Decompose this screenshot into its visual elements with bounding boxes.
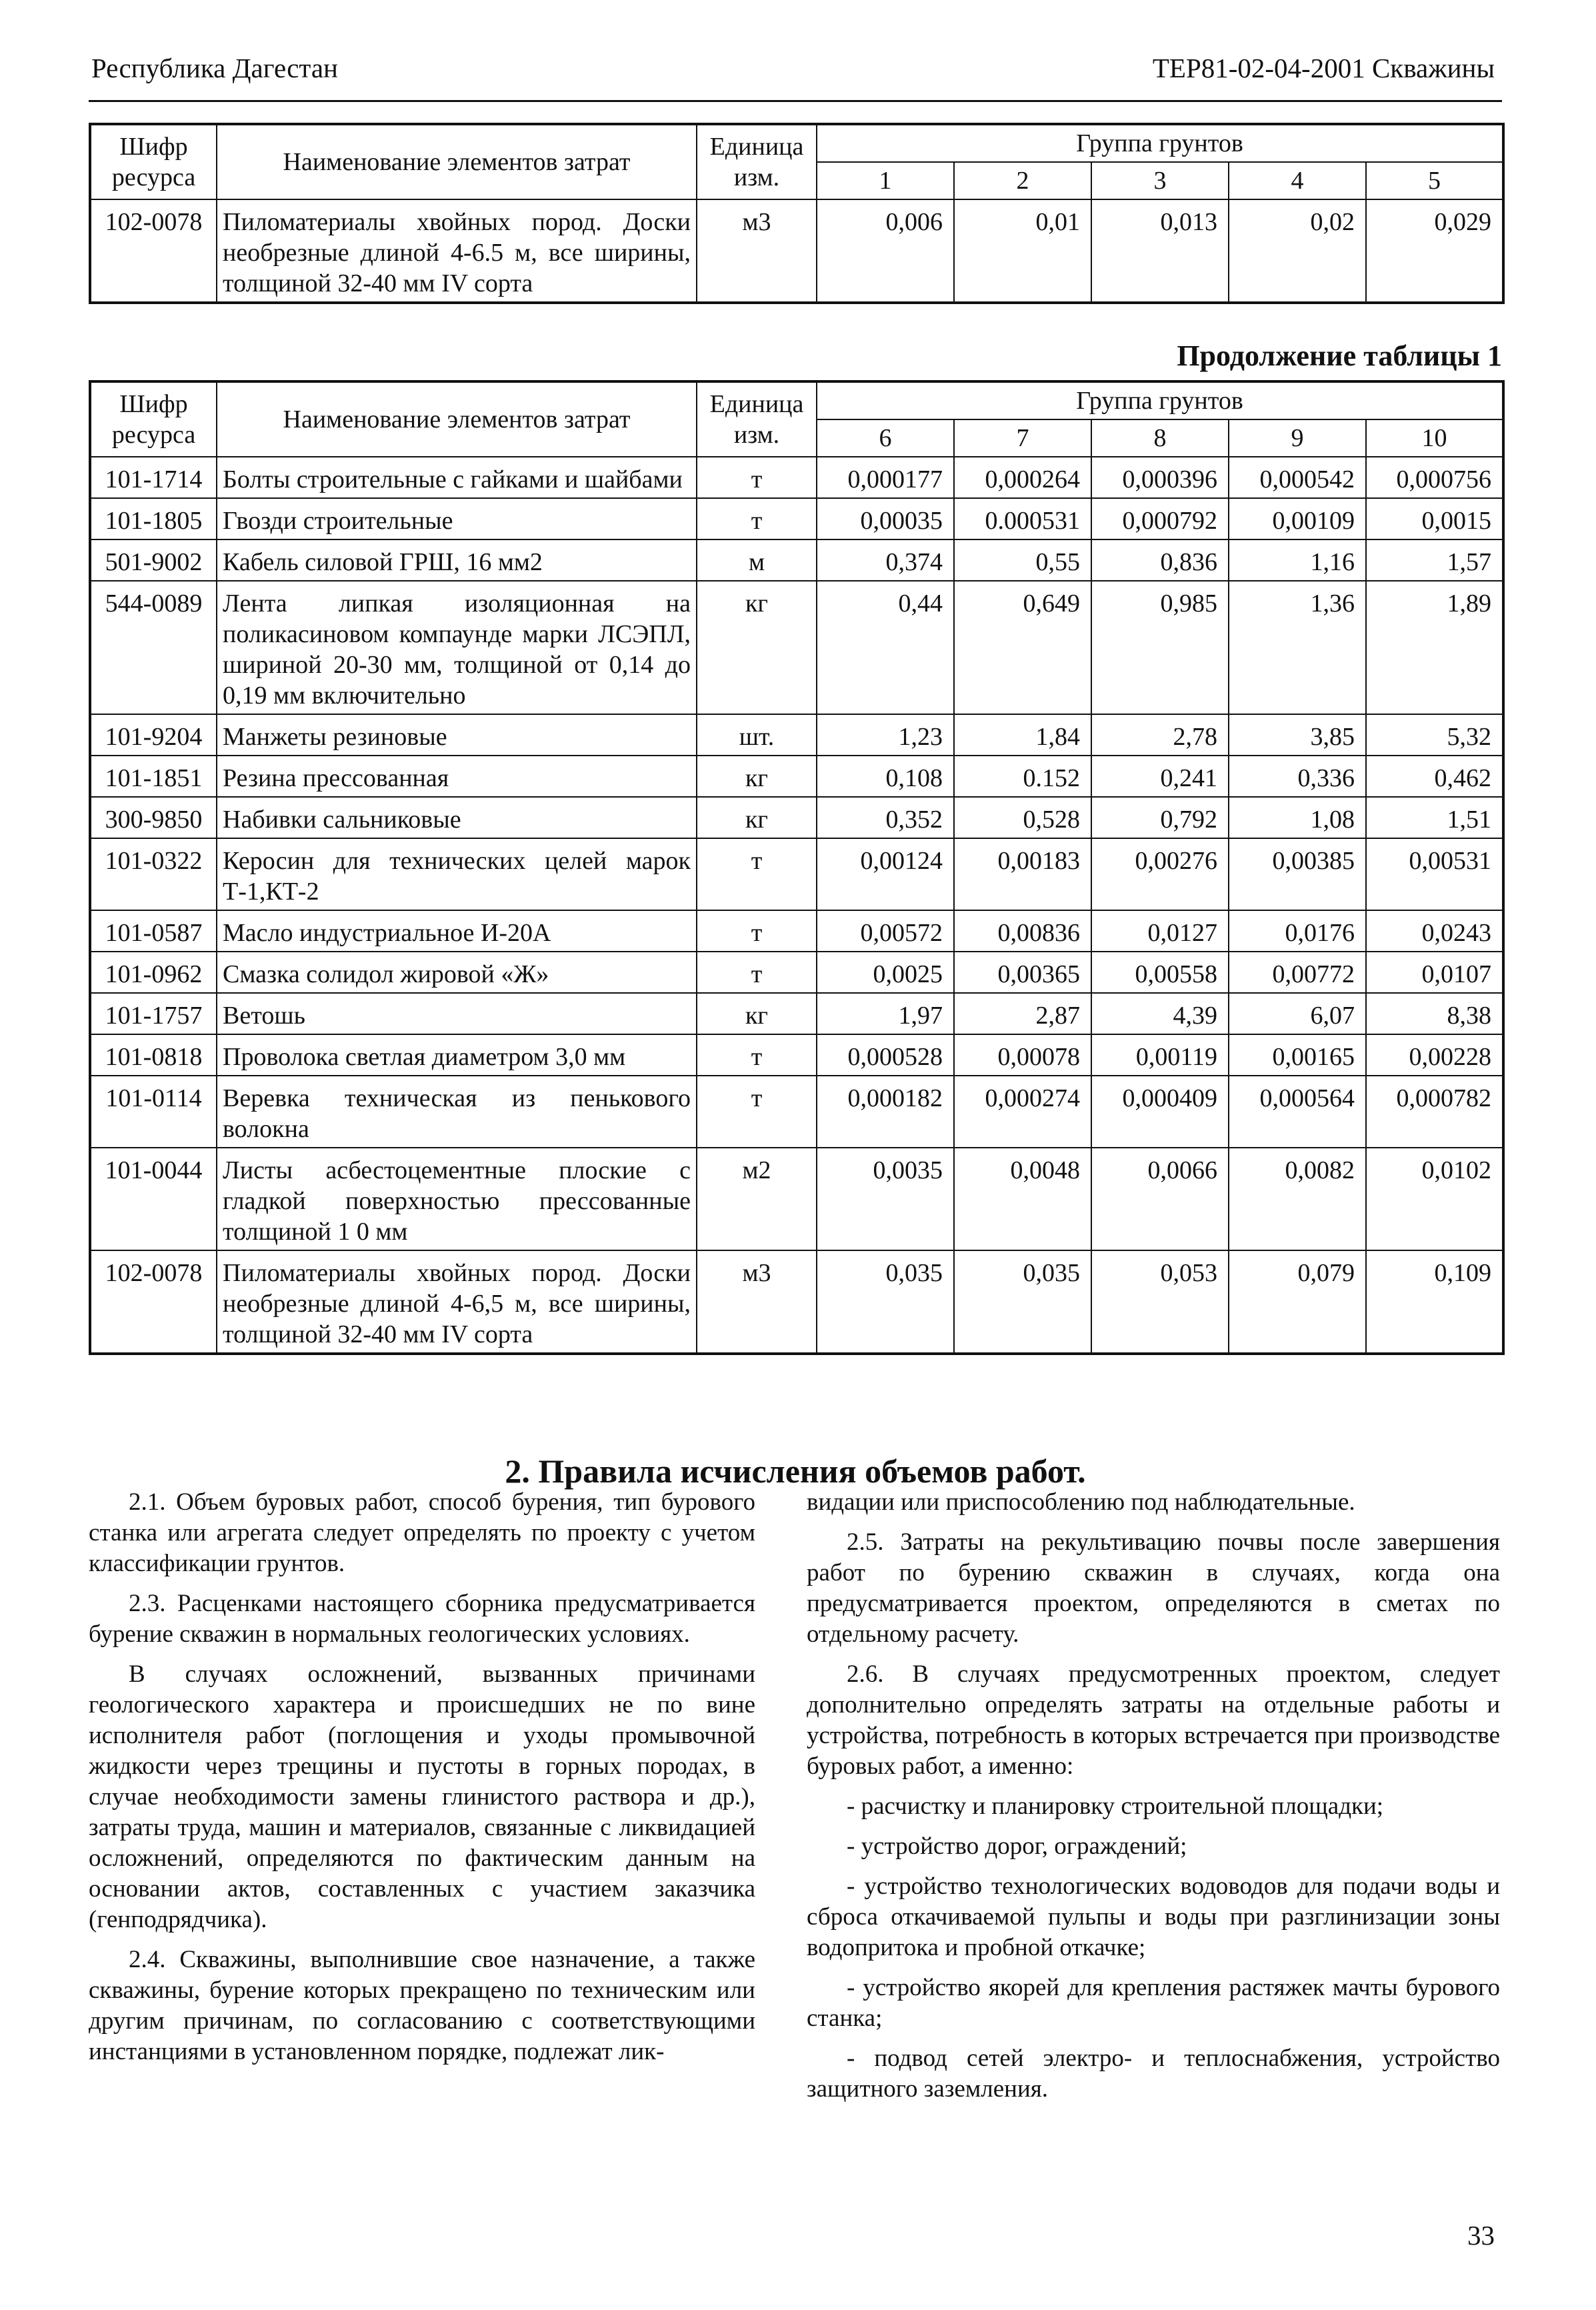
table-row: [90, 539, 1503, 581]
resource-unit: шт.: [697, 714, 817, 756]
resource-name: Смазка солидол жировой «Ж»: [217, 952, 697, 993]
resource-name: Кабель силовой ГРШ, 16 мм2: [217, 539, 697, 581]
table-row: [90, 1148, 1503, 1250]
norm-value: 0.152: [954, 756, 1091, 797]
header-doc-code: ТЕР81-02-04-2001 Скважины: [1152, 53, 1495, 83]
th-code: Шифр ресурса: [90, 381, 217, 457]
norm-value: 0,00078: [954, 1034, 1091, 1076]
th-col: 3: [1091, 162, 1229, 199]
paragraph: 2.5. Затраты на рекультивацию почвы после завершения работ по бурению скважин в случаях, когда она предусматривается проектом, определяются в сметах по отдельному расчету.: [807, 1528, 1500, 1648]
resource-name: Масло индустриальное И-20А: [217, 910, 697, 952]
resource-code: 544-0089: [90, 581, 217, 714]
resource-name: Керосин для технических целей марок Т-1,КТ-2: [217, 838, 697, 910]
norm-value: 0,00558: [1091, 952, 1229, 993]
norm-value: 0,55: [954, 539, 1091, 581]
th-group: Группа грунтов: [817, 381, 1503, 419]
text-column-left: [89, 1487, 755, 2077]
norm-value: 0,029: [1366, 199, 1503, 303]
norm-value: 0,0107: [1366, 952, 1503, 993]
table-row: [90, 797, 1503, 838]
norm-value: 0,000542: [1229, 457, 1366, 498]
norm-value: 0,792: [1091, 797, 1229, 838]
norm-value: 0,241: [1091, 756, 1229, 797]
resource-code: 101-0322: [90, 838, 217, 910]
header-rule: [89, 100, 1502, 102]
norm-value: 0,00228: [1366, 1034, 1503, 1076]
header-region: Республика Дагестан: [91, 53, 338, 83]
paragraph: 2.3. Расценками настоящего сборника предусматривается бурение скважин в нормальных геологических условиях.: [89, 1590, 755, 1648]
norm-value: 0,079: [1229, 1250, 1366, 1354]
norm-value: 0,0066: [1091, 1148, 1229, 1250]
resource-name: Веревка техническая из пенькового волокна: [217, 1076, 697, 1148]
text-column-right: [807, 1487, 1500, 2114]
table-row: [90, 1076, 1503, 1148]
resource-code: 101-9204: [90, 714, 217, 756]
resource-code: 101-0962: [90, 952, 217, 993]
resource-code: 102-0078: [90, 199, 217, 303]
norm-value: 0,0102: [1366, 1148, 1503, 1250]
norm-value: 0,109: [1366, 1250, 1503, 1354]
norm-value: 6,07: [1229, 993, 1366, 1034]
norm-value: 0,000782: [1366, 1076, 1503, 1148]
norm-value: 0,352: [817, 797, 954, 838]
th-group: Группа грунтов: [817, 124, 1503, 162]
resource-unit: т: [697, 1076, 817, 1148]
section-title: 2. Правила исчисления объемов работ.: [505, 1452, 1086, 1490]
resource-code: 102-0078: [90, 1250, 217, 1354]
list-item: - расчистку и планировку строительной площадки;: [847, 1793, 1384, 1820]
table-row: [90, 1250, 1503, 1354]
table-row: [90, 910, 1503, 952]
resource-unit: т: [697, 838, 817, 910]
norm-value: 0,000274: [954, 1076, 1091, 1148]
norm-value: 0,00124: [817, 838, 954, 910]
norm-value: 0,836: [1091, 539, 1229, 581]
resource-code: 101-1714: [90, 457, 217, 498]
resource-code: 101-1805: [90, 498, 217, 539]
norm-value: 0,649: [954, 581, 1091, 714]
resource-name: Ветошь: [217, 993, 697, 1034]
table-row: [90, 498, 1503, 539]
table-row: [90, 199, 1503, 303]
list-item: - устройство якорей для крепления растяжек мачты бурового станка;: [807, 1974, 1500, 2032]
norm-value: 1,89: [1366, 581, 1503, 714]
norm-value: 0,053: [1091, 1250, 1229, 1354]
norm-value: 0,000564: [1229, 1076, 1366, 1148]
table-row: [90, 1034, 1503, 1076]
norm-value: 1,97: [817, 993, 954, 1034]
table-row: [90, 952, 1503, 993]
resource-unit: т: [697, 952, 817, 993]
resource-unit: т: [697, 457, 817, 498]
norm-value: 0,0082: [1229, 1148, 1366, 1250]
table-row: [90, 838, 1503, 910]
th-code: Шифр ресурса: [90, 124, 217, 199]
norm-value: 0,00365: [954, 952, 1091, 993]
norm-value: 1,23: [817, 714, 954, 756]
norm-value: 0,00531: [1366, 838, 1503, 910]
norm-value: 0,000792: [1091, 498, 1229, 539]
norm-value: 0,00572: [817, 910, 954, 952]
resource-name: Пиломатериалы хвойных пород. Доски необрезные длиной 4-6.5 м, все ширины, толщиной 32-40 мм IV сорта: [217, 199, 697, 303]
norm-value: 0,528: [954, 797, 1091, 838]
norm-value: 0,035: [954, 1250, 1091, 1354]
resource-unit: т: [697, 1034, 817, 1076]
resource-name: Листы асбестоцементные плоские с гладкой поверхностью прессованные толщиной 1 0 мм: [217, 1148, 697, 1250]
th-name: Наименование элементов затрат: [217, 381, 697, 457]
resource-code: 101-0044: [90, 1148, 217, 1250]
norm-value: 5,32: [1366, 714, 1503, 756]
norm-value: 1,36: [1229, 581, 1366, 714]
th-col: 10: [1366, 419, 1503, 457]
resource-unit: кг: [697, 797, 817, 838]
table-row: [90, 457, 1503, 498]
th-col: 2: [954, 162, 1091, 199]
norm-value: 0,00109: [1229, 498, 1366, 539]
norm-value: 0,000756: [1366, 457, 1503, 498]
norm-value: 0,013: [1091, 199, 1229, 303]
th-col: 4: [1229, 162, 1366, 199]
resource-code: 300-9850: [90, 797, 217, 838]
resource-unit: кг: [697, 581, 817, 714]
list-item: - подвод сетей электро- и теплоснабжения, устройство защитного заземления.: [807, 2045, 1500, 2103]
resource-name: Гвозди строительные: [217, 498, 697, 539]
th-name: Наименование элементов затрат: [217, 124, 697, 199]
norm-value: 0,02: [1229, 199, 1366, 303]
norm-value: 0,035: [817, 1250, 954, 1354]
norm-value: 0,000528: [817, 1034, 954, 1076]
resource-name: Болты строительные с гайками и шайбами: [217, 457, 697, 498]
resource-name: Проволока светлая диаметром 3,0 мм: [217, 1034, 697, 1076]
paragraph: 2.1. Объем буровых работ, способ бурения, тип бурового станка или агрегата следует определять по проекту с учетом классификации грунтов.: [89, 1488, 755, 1577]
norm-value: 3,85: [1229, 714, 1366, 756]
norm-value: 1,57: [1366, 539, 1503, 581]
paragraph: 2.4. Скважины, выполнившие свое назначение, а также скважины, бурение которых прекращено по техническим или другим причинам, по согласованию с соответствующими инстанциями в установленном порядке, подлежат лик-: [89, 1946, 755, 2065]
resource-code: 501-9002: [90, 539, 217, 581]
resource-code: 101-1757: [90, 993, 217, 1034]
norm-value: 0,00772: [1229, 952, 1366, 993]
resource-name: Пиломатериалы хвойных пород. Доски необрезные длиной 4-6,5 м, все ширины, толщиной 32-40 мм IV сорта: [217, 1250, 697, 1354]
resource-unit: т: [697, 910, 817, 952]
norm-value: 1,16: [1229, 539, 1366, 581]
resource-name: Манжеты резиновые: [217, 714, 697, 756]
table-row: [90, 581, 1503, 714]
norm-value: 4,39: [1091, 993, 1229, 1034]
th-unit: Единица изм.: [697, 381, 817, 457]
norm-value: 0,000177: [817, 457, 954, 498]
norm-value: 0,374: [817, 539, 954, 581]
norm-value: 0,462: [1366, 756, 1503, 797]
norm-value: 0,00119: [1091, 1034, 1229, 1076]
norm-value: 0,00836: [954, 910, 1091, 952]
norm-value: 0,00276: [1091, 838, 1229, 910]
resource-name: Резина прессованная: [217, 756, 697, 797]
norm-value: 0,01: [954, 199, 1091, 303]
norm-value: 0,336: [1229, 756, 1366, 797]
norm-value: 0,000409: [1091, 1076, 1229, 1148]
norm-value: 0,0035: [817, 1148, 954, 1250]
resource-unit: м: [697, 539, 817, 581]
norm-value: 0,00165: [1229, 1034, 1366, 1076]
resource-unit: м3: [697, 1250, 817, 1354]
norm-value: 0,0015: [1366, 498, 1503, 539]
table-row: [90, 714, 1503, 756]
resource-table-1: [89, 123, 1505, 304]
th-unit: Единица изм.: [697, 124, 817, 199]
paragraph: В случаях осложнений, вызванных причинами геологического характера и происшедших не по вине исполнителя работ (поглощения и уходы промывочной жидкости через трещины и пустоты в горных породах, в случае необходимости замены глинистого раствора и др.), затраты труда, машин и материалов, связанные с ликвидацией осложнений, определяются по фактическим данным на основании актов, составленных с участием заказчика (генподрядчика).: [89, 1660, 755, 1933]
norm-value: 1,08: [1229, 797, 1366, 838]
norm-value: 0,000396: [1091, 457, 1229, 498]
resource-code: 101-0818: [90, 1034, 217, 1076]
paragraph-continuation: видации или приспособлению под наблюдательные.: [807, 1488, 1355, 1516]
page-number: 33: [1467, 2220, 1495, 2251]
resource-table-2: [89, 380, 1505, 1355]
resource-code: 101-0587: [90, 910, 217, 952]
resource-unit: кг: [697, 756, 817, 797]
continuation-caption: Продолжение таблицы 1: [1177, 339, 1502, 372]
norm-value: 2,78: [1091, 714, 1229, 756]
paragraph: 2.6. В случаях предусмотренных проектом, следует дополнительно определять затраты на отдельные работы и устройства, потребность в которых встречается при производстве буровых работ, а именно:: [807, 1660, 1500, 1780]
list-item: - устройство технологических водоводов для подачи воды и сброса откачиваемой пульпы и воды при разглинизации зоны водопритока и пробной откачке;: [807, 1873, 1500, 1961]
list-item: - устройство дорог, ограждений;: [847, 1833, 1187, 1860]
th-col: 5: [1366, 162, 1503, 199]
norm-value: 2,87: [954, 993, 1091, 1034]
th-col: 9: [1229, 419, 1366, 457]
th-col: 7: [954, 419, 1091, 457]
norm-value: 0,00035: [817, 498, 954, 539]
norm-value: 0,0176: [1229, 910, 1366, 952]
resource-unit: м2: [697, 1148, 817, 1250]
resource-unit: м3: [697, 199, 817, 303]
norm-value: 0,00385: [1229, 838, 1366, 910]
resource-code: 101-1851: [90, 756, 217, 797]
norm-value: 1,84: [954, 714, 1091, 756]
norm-value: 0,985: [1091, 581, 1229, 714]
table-row: [90, 756, 1503, 797]
th-col: 1: [817, 162, 954, 199]
norm-value: 1,51: [1366, 797, 1503, 838]
norm-value: 0,00183: [954, 838, 1091, 910]
norm-value: 0,0048: [954, 1148, 1091, 1250]
resource-unit: т: [697, 498, 817, 539]
th-col: 6: [817, 419, 954, 457]
norm-value: 0,006: [817, 199, 954, 303]
resource-unit: кг: [697, 993, 817, 1034]
norm-value: 0,000264: [954, 457, 1091, 498]
norm-value: 0.000531: [954, 498, 1091, 539]
resource-name: Набивки сальниковые: [217, 797, 697, 838]
th-col: 8: [1091, 419, 1229, 457]
norm-value: 0,000182: [817, 1076, 954, 1148]
norm-value: 0,0127: [1091, 910, 1229, 952]
resource-name: Лента липкая изоляционная на поликасиновом компаунде марки ЛСЭПЛ, шириной 20-30 мм, толщиной от 0,14 до 0,19 мм включительно: [217, 581, 697, 714]
norm-value: 0,0243: [1366, 910, 1503, 952]
table-row: [90, 993, 1503, 1034]
norm-value: 0,108: [817, 756, 954, 797]
norm-value: 8,38: [1366, 993, 1503, 1034]
resource-code: 101-0114: [90, 1076, 217, 1148]
norm-value: 0,0025: [817, 952, 954, 993]
norm-value: 0,44: [817, 581, 954, 714]
